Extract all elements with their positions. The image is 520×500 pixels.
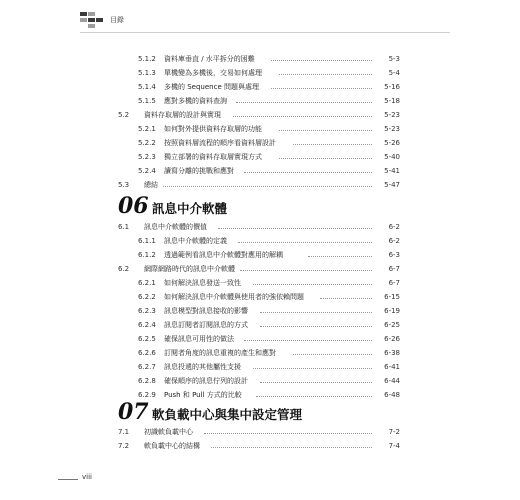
toc-entry-number: 6.2.6 <box>138 349 156 357</box>
dot-leader <box>293 144 372 145</box>
dot-leader <box>253 284 372 285</box>
toc-entry-title: 訊息投遞的其他屬性支援 <box>164 363 241 371</box>
toc-entry-5-1-4[interactable] <box>138 81 400 93</box>
toc-entry-page: 6-48 <box>384 391 400 399</box>
dot-leader <box>271 88 372 89</box>
toc-entry-title: 單機變為多機後，交易如何處理 <box>164 69 262 77</box>
chapter-number: 06 <box>118 193 149 219</box>
toc-entry-title: Push 和 Pull 方式的比較 <box>164 391 242 399</box>
toc-entry-page: 5-16 <box>384 83 400 91</box>
dot-leader <box>253 368 372 369</box>
dot-leader <box>233 116 372 117</box>
dot-leader <box>260 326 372 327</box>
toc-entry-page: 5-41 <box>384 167 400 175</box>
toc-entry-5-1-5[interactable] <box>138 95 400 107</box>
toc-section-6-1[interactable] <box>118 221 400 233</box>
dot-leader <box>279 158 372 159</box>
toc-entry-title: 如何解決訊息中介軟體與使用者的強依賴問題 <box>164 293 304 301</box>
toc-section-page: 5-47 <box>384 181 400 189</box>
toc-entry-6-2-2[interactable] <box>138 291 400 303</box>
dot-leader <box>218 228 372 229</box>
toc-entry-6-2-4[interactable] <box>138 319 400 331</box>
toc-entry-6-2-7[interactable] <box>138 361 400 373</box>
dot-leader <box>279 74 372 75</box>
toc-entry-5-2-3[interactable] <box>138 151 400 163</box>
dot-leader <box>256 396 372 397</box>
toc-entry-page: 6-44 <box>384 377 400 385</box>
toc-entry-6-2-6[interactable] <box>138 347 400 359</box>
toc-section-title: 網際網路時代的訊息中介軟體 <box>144 265 235 273</box>
toc-section-title: 軟負載中心的結構 <box>144 442 200 450</box>
dot-leader <box>320 298 372 299</box>
toc-entry-number: 6.2.3 <box>138 307 156 315</box>
toc-entry-number: 6.2.5 <box>138 335 156 343</box>
toc-entry-title: 確保順序的訊息佇列的設計 <box>164 377 248 385</box>
toc-section-page: 7-2 <box>388 428 400 436</box>
dot-leader <box>240 270 372 271</box>
chapter-heading-07[interactable] <box>118 399 400 423</box>
dot-leader <box>293 354 372 355</box>
dot-leader <box>163 186 372 187</box>
toc-entry-title: 訊息訂閱者訂閱訊息的方式 <box>164 321 248 329</box>
toc-entry-title: 訊息中介軟體的定義 <box>164 237 227 245</box>
page-footer <box>58 473 138 485</box>
dot-leader <box>279 130 372 131</box>
toc-entry-number: 6.1.2 <box>138 251 156 259</box>
toc-entry-title: 如何解決訊息發送一致性 <box>164 279 241 287</box>
dot-leader <box>244 340 372 341</box>
toc-entry-page: 6-3 <box>388 251 400 259</box>
toc-section-number: 5.2 <box>118 111 130 119</box>
toc-entry-number: 5.1.4 <box>138 83 156 91</box>
toc-entry-title: 訂閱者角度的訊息重複的產生和應對 <box>164 349 276 357</box>
toc-section-title: 資料存取層的設計與實現 <box>144 111 221 119</box>
toc-entry-page: 6-38 <box>384 349 400 357</box>
toc-entry-title: 確保訊息可用性的做法 <box>164 335 234 343</box>
toc-entry-title: 訊息模型對訊息接收的影響 <box>164 307 248 315</box>
toc-entry-number: 5.2.2 <box>138 139 156 147</box>
footer-rule <box>58 479 78 480</box>
toc-section-number: 6.2 <box>118 265 130 273</box>
toc-entry-number: 6.1.1 <box>138 237 156 245</box>
toc-entry-number: 5.2.3 <box>138 153 156 161</box>
chapter-title: 訊息中介軟體 <box>152 201 228 216</box>
toc-section-6-2[interactable] <box>118 263 400 275</box>
toc-entry-page: 5-18 <box>384 97 400 105</box>
toc-entry-5-2-2[interactable] <box>138 137 400 149</box>
chapter-number: 07 <box>118 399 149 425</box>
toc-section-number: 5.3 <box>118 181 130 189</box>
toc-section-page: 6-2 <box>388 223 400 231</box>
dot-leader <box>204 433 372 434</box>
toc-section-5-2[interactable] <box>118 109 400 121</box>
dot-leader <box>211 447 372 448</box>
toc-entry-6-2-1[interactable] <box>138 277 400 289</box>
toc-entry-title: 應對多機的資料查詢 <box>164 97 227 105</box>
toc-entry-number: 6.2.8 <box>138 377 156 385</box>
toc-section-5-3[interactable] <box>118 179 400 191</box>
toc-entry-page: 5-4 <box>388 69 400 77</box>
chapter-title: 軟負載中心與集中設定管理 <box>152 407 303 422</box>
toc-entry-page: 6-2 <box>388 237 400 245</box>
toc-section-title: 總結 <box>144 181 158 189</box>
toc-section-7-2[interactable] <box>118 440 400 452</box>
toc-entry-title: 如何對外提供資料存取層的功能 <box>164 125 262 133</box>
dot-leader <box>244 172 372 173</box>
toc-entry-6-2-5[interactable] <box>138 333 400 345</box>
toc-entry-title: 透過範例看訊息中介軟體對應用的解耦 <box>164 251 283 259</box>
toc-entry-page: 5-40 <box>384 153 400 161</box>
toc-entry-title: 讀寫分離的挑戰和應對 <box>164 167 234 175</box>
toc-entry-number: 6.2.7 <box>138 363 156 371</box>
toc-entry-6-2-8[interactable] <box>138 375 400 387</box>
header-divider <box>80 32 450 33</box>
toc-entry-title: 資料庫垂直 / 水平拆分的困難 <box>164 55 255 63</box>
toc-entry-6-1-2[interactable] <box>138 249 400 261</box>
running-header <box>80 10 460 30</box>
toc-entry-number: 5.1.2 <box>138 55 156 63</box>
toc-entry-6-1-1[interactable] <box>138 235 400 247</box>
dot-leader <box>260 382 372 383</box>
toc-entry-number: 6.2.4 <box>138 321 156 329</box>
dot-leader <box>308 256 372 257</box>
toc-entry-page: 6-41 <box>384 363 400 371</box>
dot-leader <box>238 242 372 243</box>
toc-entry-number: 6.2.2 <box>138 293 156 301</box>
toc-entry-page: 6-26 <box>384 335 400 343</box>
toc-section-7-1[interactable] <box>118 426 400 438</box>
chapter-heading-06[interactable] <box>118 193 400 217</box>
toc-entry-page: 6-19 <box>384 307 400 315</box>
toc-entry-title: 獨立部署的資料存取層實現方式 <box>164 153 262 161</box>
toc-section-page: 5-23 <box>384 111 400 119</box>
toc-entry-number: 6.2.1 <box>138 279 156 287</box>
toc-section-title: 初識軟負載中心 <box>144 428 193 436</box>
toc-entry-page: 6-25 <box>384 321 400 329</box>
toc-entry-number: 5.2.1 <box>138 125 156 133</box>
toc-entry-5-2-1[interactable] <box>138 123 400 135</box>
toc-entry-5-1-2[interactable] <box>138 53 400 65</box>
toc-entry-page: 6-7 <box>388 279 400 287</box>
toc-entry-number: 6.2.9 <box>138 391 156 399</box>
toc-entry-page: 6-15 <box>384 293 400 301</box>
header-title: 目錄 <box>110 16 124 24</box>
toc-entry-page: 5-23 <box>384 125 400 133</box>
toc-entry-5-2-4[interactable] <box>138 165 400 177</box>
toc-entry-title: 按照資料層流程的順序看資料層設計 <box>164 139 276 147</box>
toc-section-number: 6.1 <box>118 223 130 231</box>
dot-leader <box>260 312 372 313</box>
toc-section-number: 7.1 <box>118 428 130 436</box>
dot-leader <box>271 60 372 61</box>
toc-section-page: 6-7 <box>388 265 400 273</box>
toc-entry-number: 5.1.5 <box>138 97 156 105</box>
toc-section-title: 訊息中介軟體的價值 <box>144 223 207 231</box>
toc-entry-page: 5-26 <box>384 139 400 147</box>
book-logo-icon <box>80 12 106 28</box>
toc-section-number: 7.2 <box>118 442 130 450</box>
toc-entry-number: 5.2.4 <box>138 167 156 175</box>
dot-leader <box>236 102 372 103</box>
toc-entry-page: 5-3 <box>388 55 400 63</box>
toc-entry-number: 5.1.3 <box>138 69 156 77</box>
toc-entry-title: 多機的 Sequence 問題與處理 <box>164 83 259 91</box>
toc-entry-6-2-3[interactable] <box>138 305 400 317</box>
page-number: viii <box>82 473 92 481</box>
toc-section-page: 7-4 <box>388 442 400 450</box>
toc-entry-5-1-3[interactable] <box>138 67 400 79</box>
